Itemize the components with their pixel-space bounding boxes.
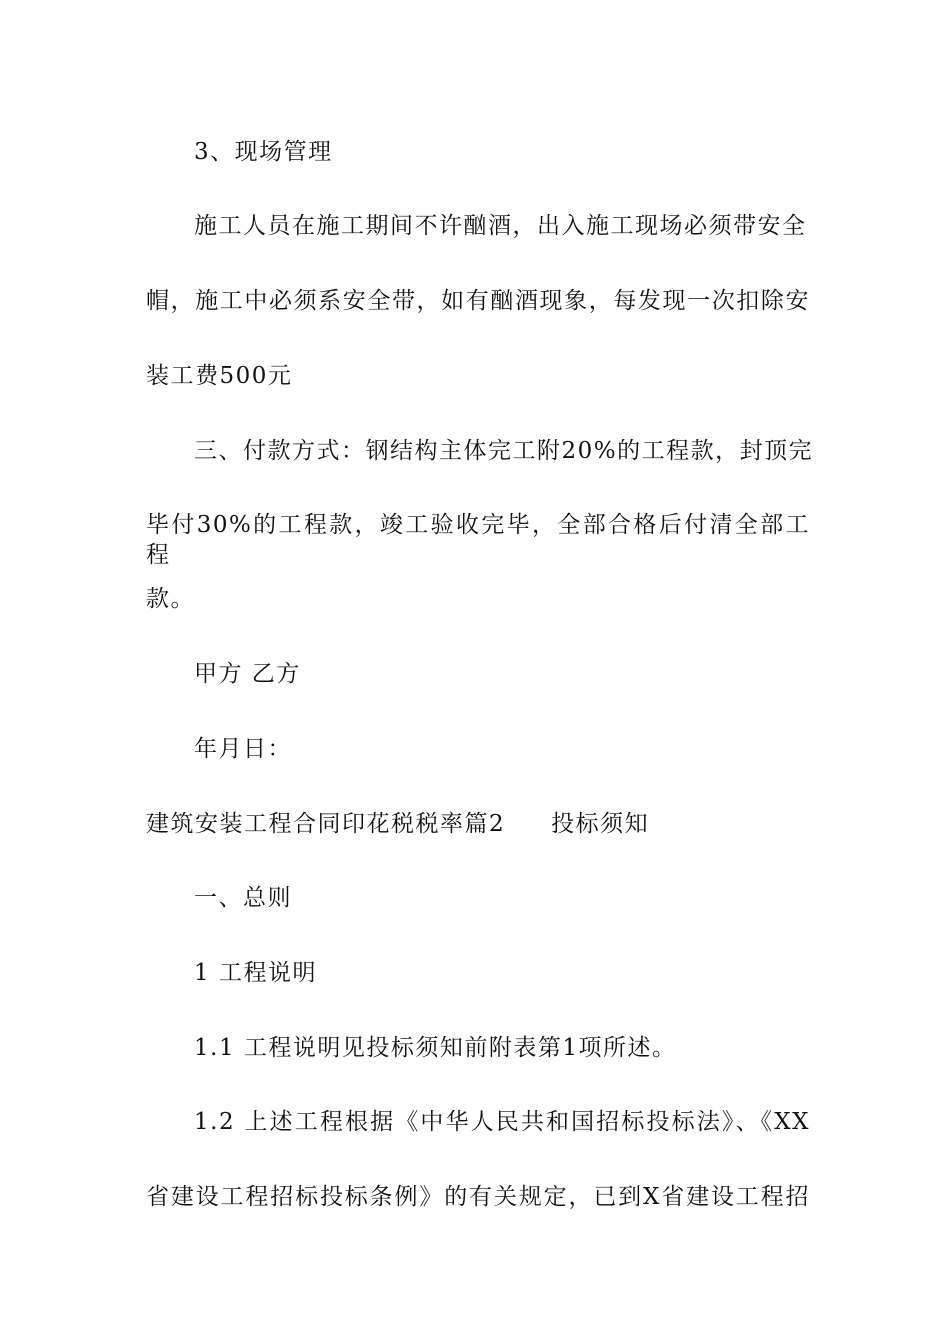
clause-line: 1.1 工程说明见投标须知前附表第1项所述。	[194, 1035, 677, 1061]
section-heading-general: 一、总则	[194, 885, 292, 911]
article-subtitle: 投标须知	[551, 811, 650, 837]
subsection-heading: 1 工程说明	[194, 960, 317, 986]
article-title: 建筑安装工程合同印花税税率篇2	[146, 811, 506, 837]
section-heading-site-management: 3、现场管理	[194, 139, 333, 165]
paragraph-line: 施工人员在施工期间不许酗酒，出入施工现场必须带安全	[194, 213, 807, 239]
clause-line: 省建设工程招标投标条例》的有关规定，已到X省建设工程招	[146, 1184, 810, 1210]
paragraph-line: 款。	[146, 586, 195, 612]
paragraph-line: 装工费500元	[146, 363, 293, 389]
paragraph-line: 帽，施工中必须系安全带，如有酗酒现象，每发现一次扣除安	[146, 288, 810, 314]
clause-line: 1.2 上述工程根据《中华人民共和国招标投标法》、《XX	[194, 1109, 810, 1135]
signature-parties: 甲方 乙方	[194, 661, 301, 687]
paragraph-line: 三、付款方式：钢结构主体完工附20%的工程款，封顶完	[194, 438, 814, 464]
signature-date: 年月日：	[194, 736, 292, 762]
paragraph-line: 毕付30%的工程款，竣工验收完毕，全部合格后付清全部工程	[146, 512, 810, 568]
article-heading	[146, 809, 810, 839]
